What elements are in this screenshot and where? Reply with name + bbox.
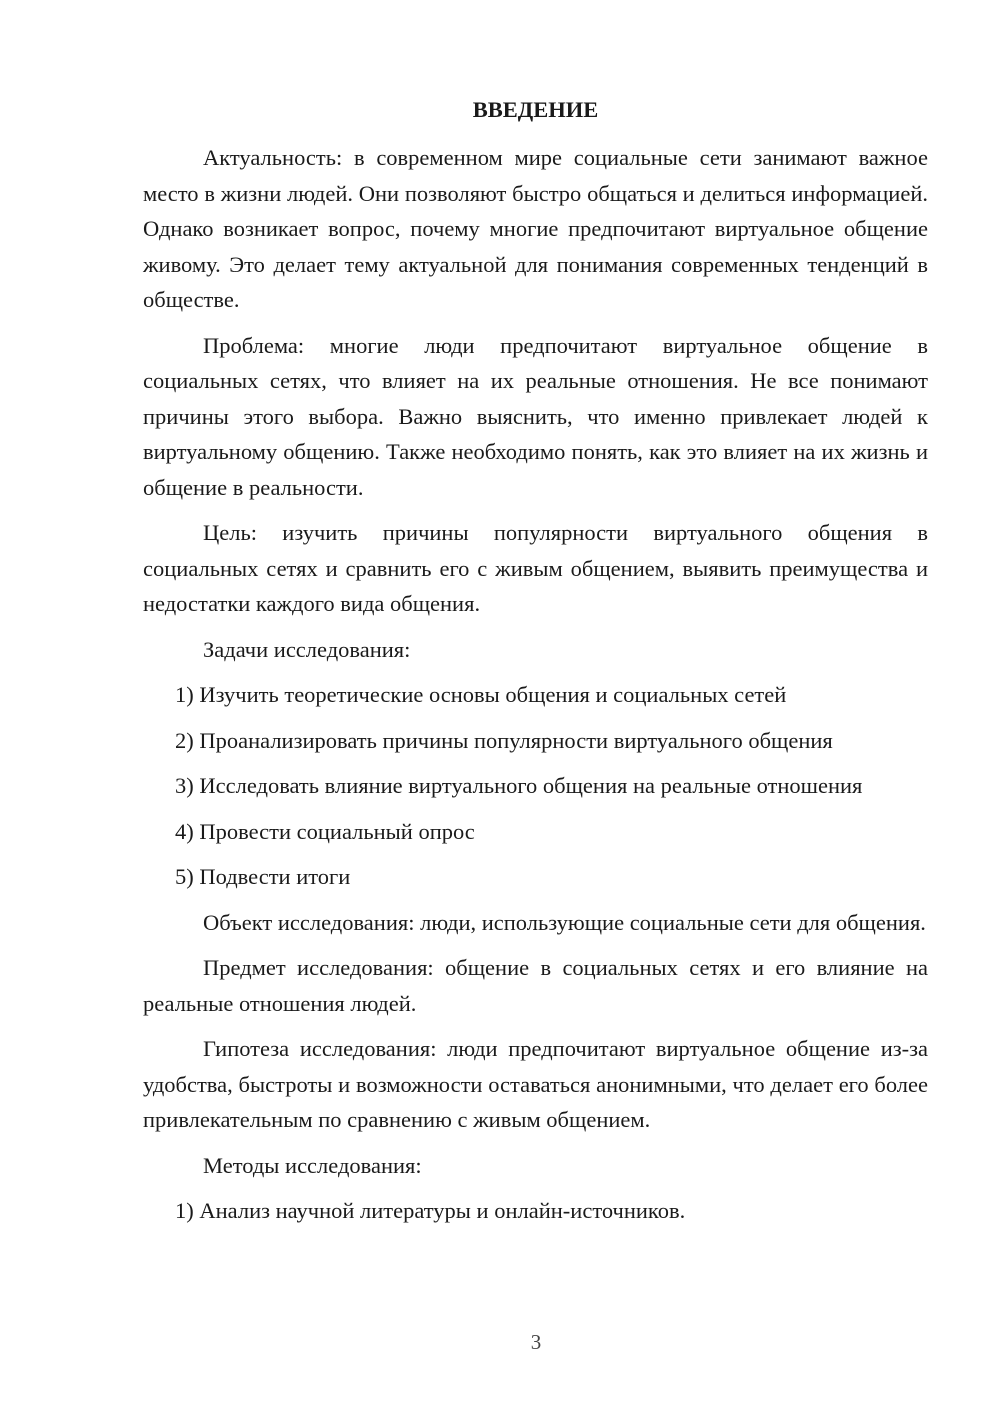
task-item: 4) Провести социальный опрос — [175, 818, 475, 844]
methods-heading: Методы исследования: — [203, 1152, 422, 1178]
document-page — [143, 88, 928, 1239]
section-title: ВВЕДЕНИЕ — [472, 97, 599, 122]
task-item: 2) Проанализировать причины популярности виртуального общения — [175, 727, 833, 753]
relevance-paragraph: Актуальность: в современном мире социальные сети занимают важное место в жизни людей. Они позволяют быстро общаться и делиться информацией. Однако возникает вопрос, почему многие предпочитают виртуальное общение живому. Это делает тему актуальной для понимания современных тенденций в обществе. — [143, 145, 928, 312]
object-paragraph: Объект исследования: люди, использующие социальные сети для общения. — [203, 909, 926, 935]
task-item: 1) Изучить теоретические основы общения и социальных сетей — [175, 682, 787, 707]
task-item: 3) Исследовать влияние виртуального общения на реальные отношения — [175, 773, 863, 798]
tasks-heading: Задачи исследования: — [203, 636, 411, 662]
page-number: 3 — [530, 1330, 542, 1354]
task-item: 5) Подвести итоги — [175, 864, 351, 889]
problem-paragraph: Проблема: многие люди предпочитают виртуальное общение в социальных сетях, что влияет на их реальные отношения. Не все понимают причины этого выбора. Важно выяснить, что именно привлекает людей к виртуальному общению. Также необходимо понять, как это влияет на их жизнь и общение в реальности. — [143, 332, 928, 500]
subject-paragraph: Предмет исследования: общение в социальных сетях и его влияние на реальные отношения людей. — [143, 955, 928, 1016]
goal-paragraph: Цель: изучить причины популярности виртуального общения в социальных сетях и сравнить его с живым общением, выявить преимущества и недостатки каждого вида общения. — [143, 520, 928, 616]
hypothesis-paragraph: Гипотеза исследования: люди предпочитают виртуальное общение из-за удобства, быстроты и возможности оставаться анонимными, что делает его более привлекательным по сравнению с живым общением. — [143, 1036, 928, 1132]
method-item: 1) Анализ научной литературы и онлайн-источников. — [175, 1198, 686, 1223]
